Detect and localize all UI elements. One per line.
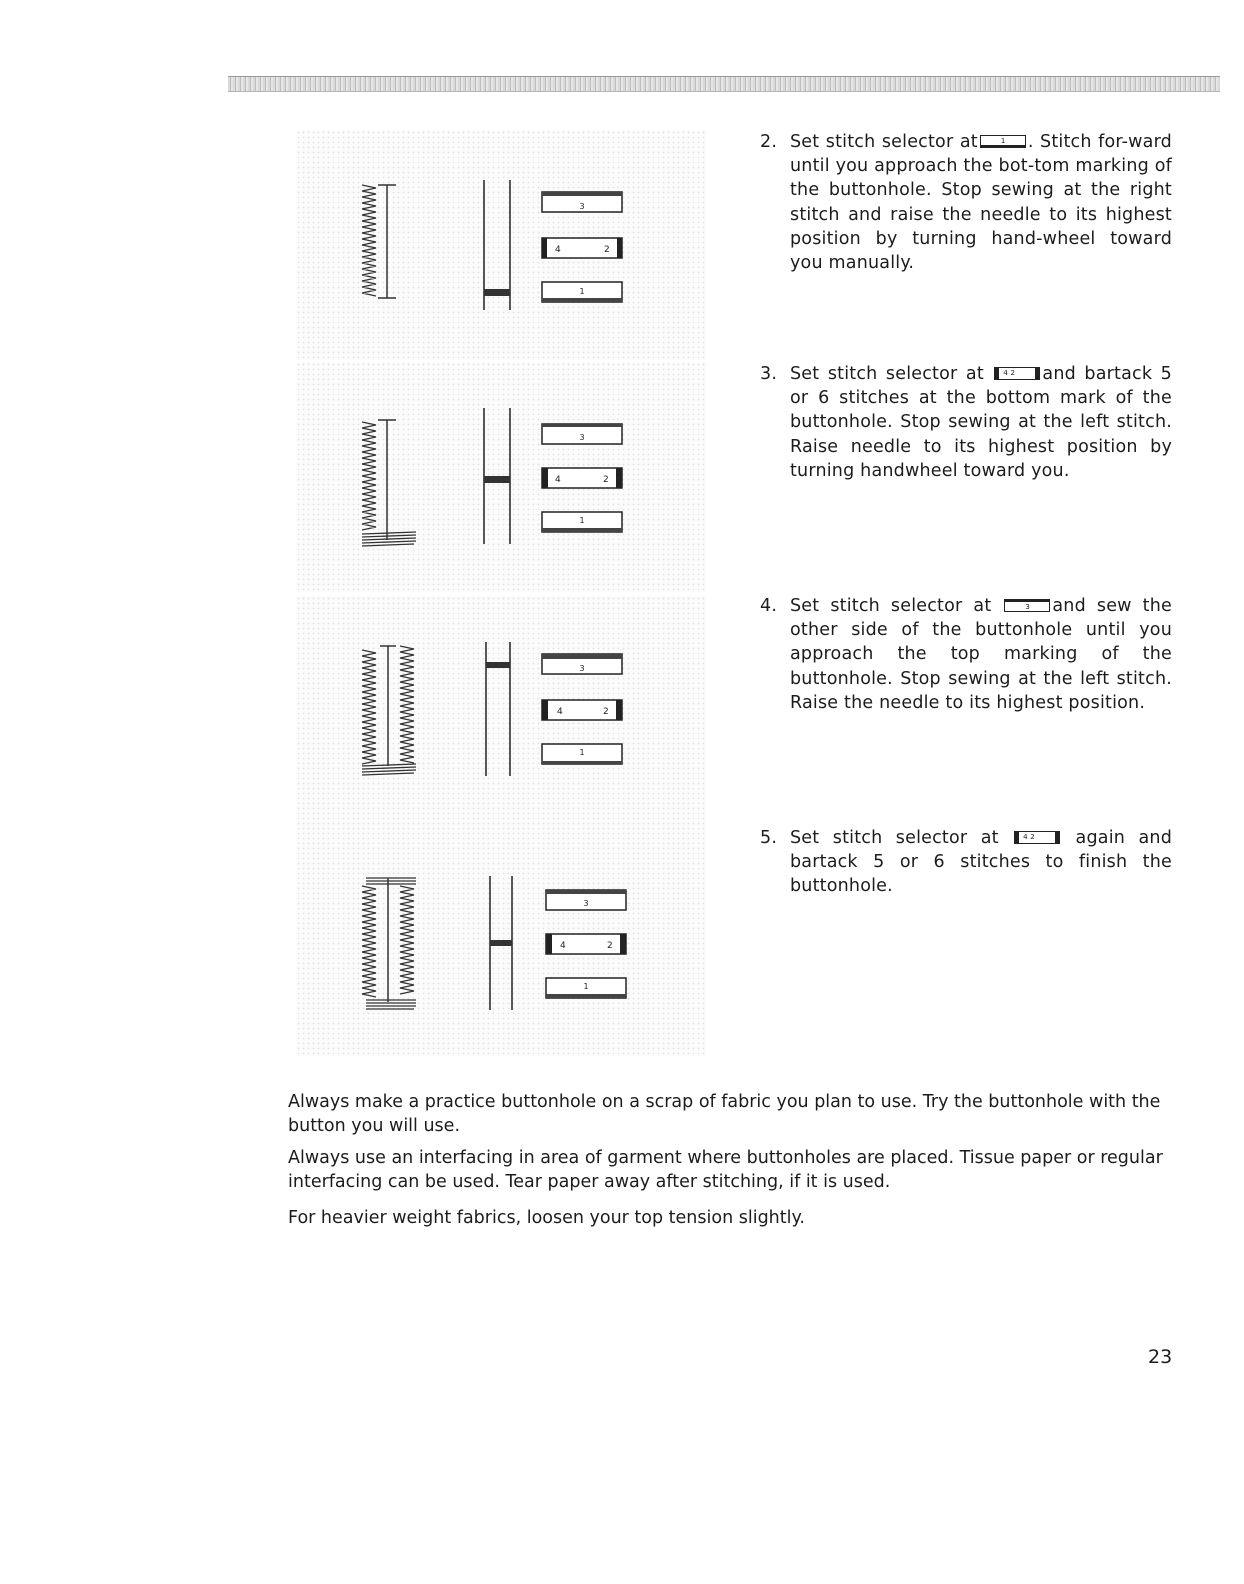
step-text-after: and sew the other side of the buttonhole until you approach the top marking of the buttonhole. Stop sewing at the left stitch. Raise the needle to its highest position. — [790, 596, 1172, 713]
selector-label-3: 3 — [579, 202, 585, 211]
step-3 — [760, 362, 1172, 483]
selector-label-1: 1 — [579, 748, 585, 757]
step-text-before: Set stitch selector at — [790, 132, 978, 152]
diagram-step-5 — [296, 826, 706, 1056]
diagram-step-5-svg — [296, 826, 706, 1056]
left-zigzag-stitch — [362, 185, 376, 296]
selector-position-4-2-icon — [1014, 831, 1060, 844]
selector-position-3-icon — [1004, 599, 1050, 612]
diagram-step-3 — [296, 362, 706, 592]
top-bartack-stitch — [366, 878, 416, 884]
note-heavier-fabrics: For heavier weight fabrics, loosen your top tension slightly. — [288, 1208, 805, 1228]
selector-label-3: 3 — [579, 664, 585, 673]
note-practice-buttonhole: Always make a practice buttonhole on a scrap of fabric you plan to use. Try the buttonhole with the button you will use. — [288, 1092, 1161, 1136]
bartack-stitch — [362, 764, 416, 775]
diagram-step-4 — [296, 596, 706, 826]
note-interfacing: Always use an interfacing in area of garment where buttonholes are placed. Tissue paper or regular interfacing can be used. Tear paper away after stitching, if it is used. — [288, 1148, 1163, 1192]
selector-position-1-icon — [980, 135, 1026, 148]
selector-label-4: 4 — [560, 941, 566, 951]
left-zigzag-stitch — [362, 886, 376, 997]
selector-label-4: 4 — [555, 245, 561, 255]
selector-icon-digits: 4 2 — [1023, 833, 1035, 841]
bottom-bartack-stitch — [366, 1000, 416, 1009]
diagram-step-2-svg — [296, 130, 706, 360]
selector-label-2: 2 — [603, 475, 609, 485]
step-text-before: Set stitch selector at — [790, 828, 999, 848]
step-text-after: again and bartack 5 or 6 stitches to finish the buttonhole. — [790, 828, 1172, 897]
right-zigzag-stitch — [400, 646, 414, 763]
selector-icon-digits: 3 — [1025, 603, 1031, 611]
step-text-after: and bartack 5 or 6 stitches at the bottom mark of the buttonhole. Stop sewing at the left stitch. Raise needle to its highest position by turning handwheel toward you. — [790, 364, 1173, 481]
selector-icon-digits: 1 — [1000, 137, 1006, 145]
selector-label-1: 1 — [579, 287, 585, 296]
right-zigzag-stitch — [400, 886, 414, 994]
left-zigzag-stitch — [362, 650, 376, 764]
step-4 — [760, 594, 1172, 715]
selector-position-4-2-icon — [994, 367, 1040, 380]
left-zigzag-stitch — [362, 422, 376, 530]
step-2 — [760, 130, 1172, 275]
page-number: 23 — [1148, 1346, 1173, 1368]
diagram-step-3-svg — [296, 362, 706, 592]
selector-label-2: 2 — [604, 245, 610, 255]
selector-label-1: 1 — [583, 982, 589, 991]
step-number: 2. — [760, 132, 778, 152]
selector-label-1: 1 — [579, 516, 585, 525]
selector-icon-digits: 4 2 — [1003, 369, 1016, 377]
step-5 — [760, 826, 1172, 899]
header-rule — [228, 76, 1220, 92]
selector-label-2: 2 — [607, 941, 613, 951]
selector-label-4: 4 — [557, 707, 563, 717]
step-text-before: Set stitch selector at — [790, 364, 984, 384]
step-number: 4. — [760, 596, 778, 616]
step-number: 3. — [760, 364, 778, 384]
step-number: 5. — [760, 828, 778, 848]
step-text-before: Set stitch selector at — [790, 596, 992, 616]
selector-label-3: 3 — [583, 899, 589, 908]
selector-label-2: 2 — [603, 707, 609, 717]
bartack-stitch — [362, 532, 416, 546]
diagram-step-2 — [296, 130, 706, 360]
step-text-after: . Stitch for-ward until you approach the bot-tom marking of the buttonhole. Stop sewing at the right stitch and raise the needle to its highest position by turning hand-wheel toward you manually. — [790, 132, 1172, 274]
diagram-step-4-svg — [296, 596, 706, 826]
selector-label-3: 3 — [579, 433, 585, 442]
selector-label-4: 4 — [555, 475, 561, 485]
